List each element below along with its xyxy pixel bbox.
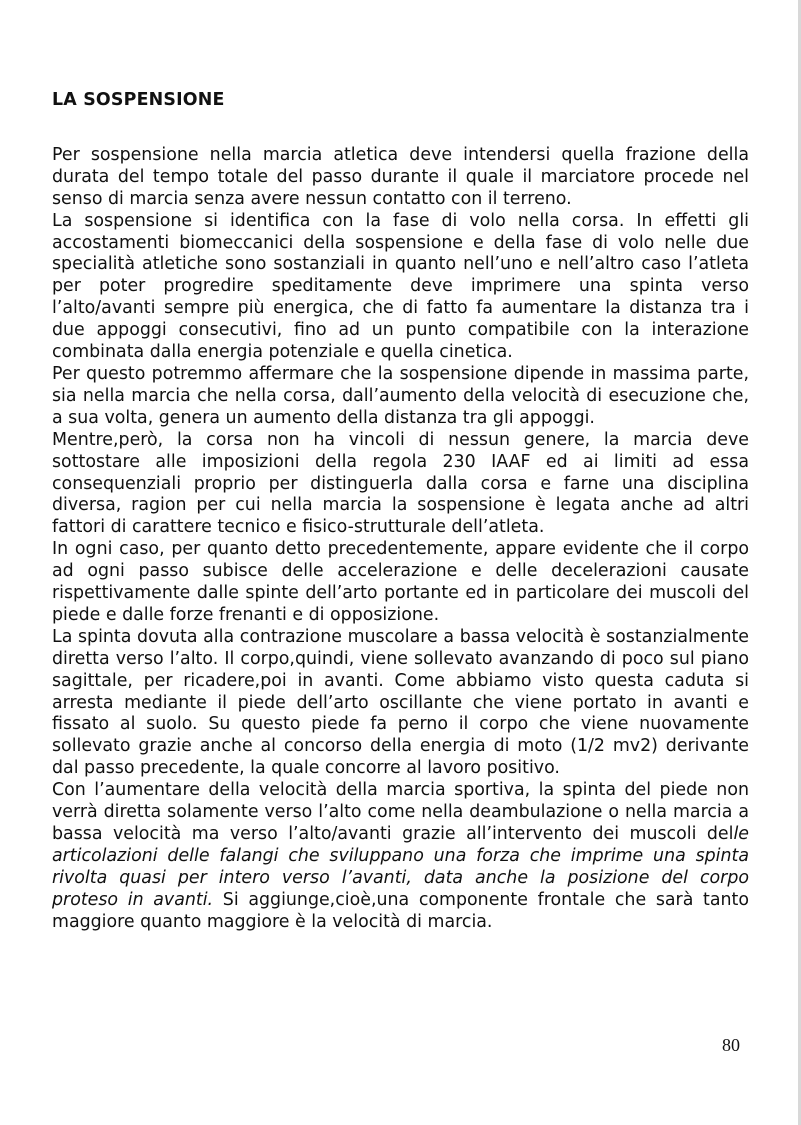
section-heading: LA SOSPENSIONE (52, 90, 225, 110)
paragraph: In ogni caso, per quanto detto precedentemente, appare evidente che il corpo ad ogni passo subisce delle accelerazione e delle decelerazioni causate rispettivamente dalle spinte dell’arto portante ed in particolare dei muscoli del piede e dalle forze frenanti e di opposizione. (52, 539, 749, 625)
paragraph-text: Si aggiunge,cioè,una componente frontale che sarà tanto maggiore quanto maggiore è la velocità di marcia. (52, 889, 750, 932)
paragraph-italic-text: le articolazioni delle falangi che sviluppano una forza che imprime una spinta rivolta quasi per intero verso l’avanti, data anche la posizione del corpo proteso in avanti. (52, 824, 749, 910)
paragraph: Mentre,però, la corsa non ha vincoli di nessun genere, la marcia deve sottostare alle imposizioni della regola 230 IAAF ed ai limiti ad essa consequenziali proprio per distinguerla dalla corsa e farne una disciplina diversa, ragion per cui nella marcia la sospensione è legata anche ad altri fattori di carattere tecnico e fisico-strutturale dell’atleta. (52, 429, 749, 538)
document-page (52, 90, 749, 934)
paragraph: Per questo potremmo affermare che la sospensione dipende in massima parte, sia nella marcia che nella corsa, dall’aumento della velocità di esecuzione che, a sua volta, genera un aumento della distanza tra gli appoggi. (52, 363, 749, 428)
paragraph: Per sospensione nella marcia atletica deve intendersi quella frazione della durata del tempo totale del passo durante il quale il marciatore procede nel senso di marcia senza avere nessun contatto con il terreno. (52, 144, 749, 209)
paragraph-last (52, 780, 749, 933)
paragraph: La spinta dovuta alla contrazione muscolare a bassa velocità è sostanzialmente diretta verso l’alto. Il corpo,quindi, viene sollevato avanzando di poco sul piano sagittale, per ricadere,poi in avanti. Come abbiamo visto questa caduta si arresta mediante il piede dell’arto oscillante che viene portato in avanti e fissato al suolo. Su questo piede fa perno il corpo che viene nuovamente sollevato grazie anche al concorso della energia di moto (1/2 mv2) derivante dal passo precedente, la quale concorre al lavoro positivo. (52, 626, 749, 779)
page-number: 80 (722, 1035, 740, 1055)
paragraph-text: Con l’aumentare della velocità della marcia sportiva, la spinta del piede non verrà diretta solamente verso l’alto come nella deambulazione o nella marcia a bassa velocità ma verso l’alto/avanti grazie all’intervento dei muscoli del (52, 780, 749, 844)
paragraph: La sospensione si identifica con la fase di volo nella corsa. In effetti gli accostamenti biomeccanici della sospensione e della fase di volo nelle due specialità atletiche sono sostanziali in quanto nell’uno e nell’altro caso l’atleta per poter progredire speditamente deve imprimere una spinta verso l’alto/avanti sempre più energica, che di fatto fa aumentare la distanza tra i due appoggi consecutivi, fino ad un punto compatibile con la interazione combinata dalla energia potenziale e quella cinetica. (52, 210, 749, 363)
